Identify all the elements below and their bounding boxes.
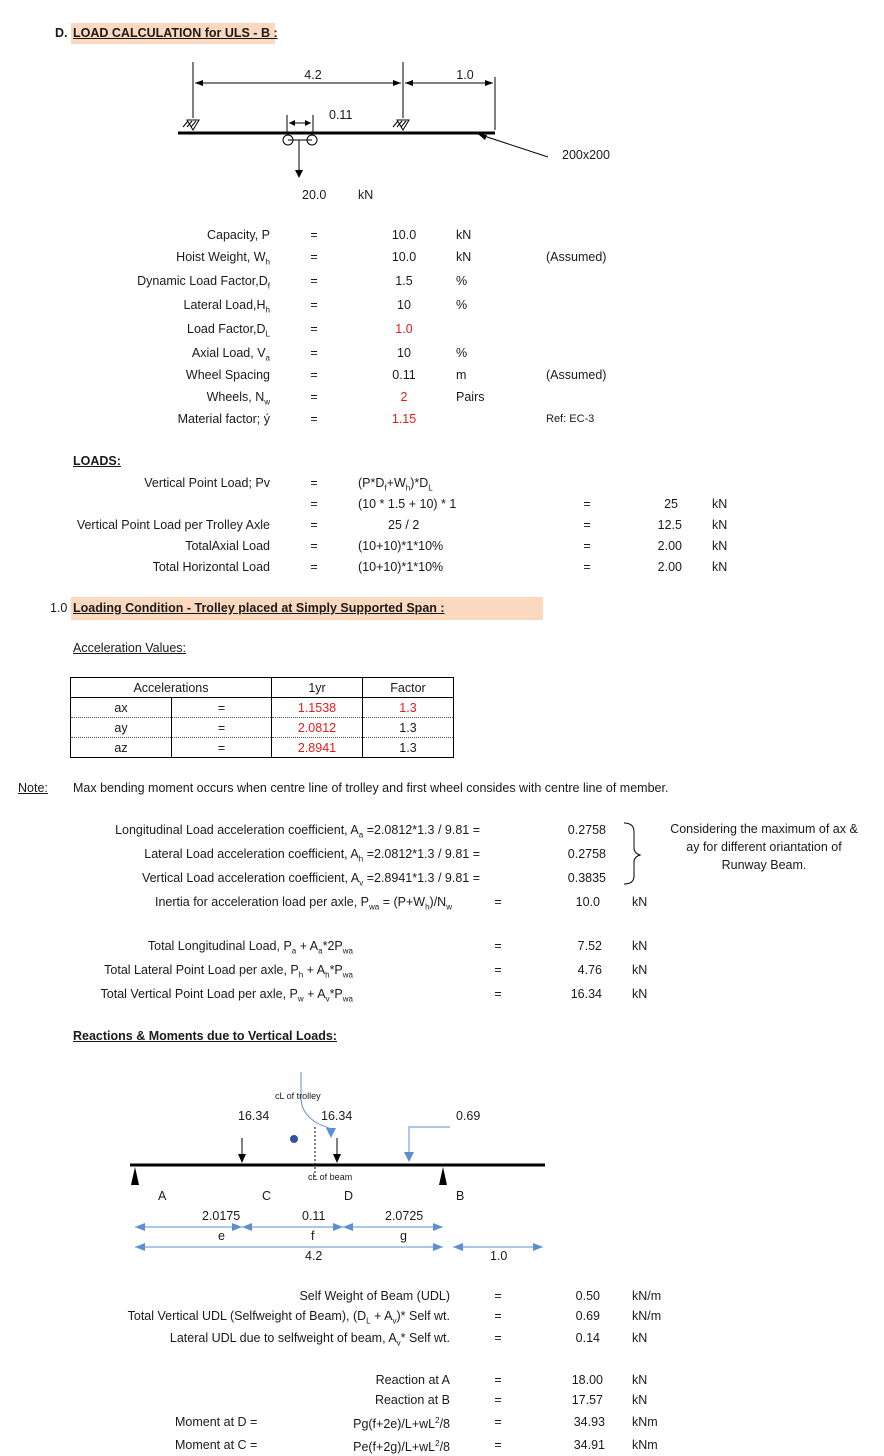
- e-label: e: [218, 1229, 225, 1243]
- point-a-label: A: [158, 1189, 167, 1203]
- total-label-part: a: [318, 946, 323, 956]
- accel-factor: 1.3: [363, 718, 454, 738]
- inertia-eq: =: [494, 895, 502, 909]
- param-unit: %: [456, 274, 468, 288]
- param-label-text: Wheel Spacing: [185, 368, 270, 382]
- udl-label: 0.69: [456, 1109, 481, 1123]
- reaction-a-label: Reaction at A: [375, 1373, 450, 1387]
- moment-c-unit: kNm: [632, 1438, 658, 1452]
- horiz-unit: kN: [712, 560, 728, 574]
- udl-lateral-end: * Self wt.: [400, 1331, 450, 1345]
- param-value: 1.5: [395, 274, 413, 288]
- param-value: 10.0: [391, 250, 417, 264]
- total-eq: =: [494, 987, 502, 1001]
- total-label-part: a: [291, 946, 297, 956]
- lat-coeff-value: 0.2758: [567, 847, 606, 861]
- f-label: f: [311, 1229, 315, 1243]
- inertia-text: Inertia for acceleration load per axle, P: [154, 895, 369, 909]
- axial-unit: kN: [712, 539, 728, 553]
- reaction-b-label: Reaction at B: [374, 1393, 450, 1407]
- udl-lateral-unit: kN: [632, 1331, 648, 1345]
- param-eq: =: [310, 412, 318, 426]
- moment-c-label: Moment at C =: [175, 1438, 258, 1452]
- param-unit: Pairs: [456, 390, 485, 404]
- param-unit: kN: [456, 228, 472, 242]
- udl-vertical-unit: kN/m: [632, 1309, 662, 1323]
- section-letter: D.: [55, 26, 68, 40]
- param-unit: %: [456, 298, 468, 312]
- overhang-dimension: 1.0: [456, 68, 474, 82]
- total-label-part: + A: [303, 963, 326, 977]
- accel-name: ax: [71, 698, 172, 718]
- axle-unit: kN: [712, 518, 728, 532]
- total-label-part: wa: [342, 970, 353, 980]
- lat-coeff-expr: =2.0812*1.3 / 9.81 =: [366, 847, 480, 861]
- param-unit: m: [456, 368, 467, 382]
- accel-heading: Acceleration Values:: [73, 641, 187, 655]
- condition-number: 1.0: [50, 601, 68, 615]
- g-label: g: [400, 1229, 407, 1243]
- param-label-text: Wheels, N: [206, 390, 265, 404]
- total-label-part: *P: [329, 963, 343, 977]
- param-label-sub: L: [265, 329, 270, 339]
- horiz-result: 2.00: [657, 560, 682, 574]
- udl-self-weight-eq: =: [494, 1289, 502, 1303]
- inertia-unit: kN: [632, 895, 648, 909]
- param-unit: kN: [456, 250, 472, 264]
- point-load-value: 20.0: [302, 188, 327, 202]
- param-value: 0.11: [392, 368, 416, 382]
- support-b-icon: [439, 1167, 447, 1185]
- total-label-part: Total Vertical Point Load per axle, P: [100, 987, 298, 1001]
- point-b-label: B: [456, 1189, 465, 1203]
- vert-coeff-sub: v: [359, 878, 364, 888]
- param-eq: =: [310, 228, 318, 242]
- overhang-label: 1.0: [490, 1249, 508, 1263]
- total-label-part: Total Longitudinal Load, P: [147, 939, 292, 953]
- param-eq: =: [310, 368, 318, 382]
- coeff-remark: Considering the maximum of ax & ay for different oriantation of Runway Beam.: [670, 822, 858, 872]
- param-label-sub: h: [265, 305, 270, 315]
- param-value: 2: [400, 390, 408, 404]
- total-eq: =: [494, 963, 502, 977]
- beam-centreline-label: cL of beam: [308, 1172, 353, 1182]
- horiz-eq: =: [310, 560, 318, 574]
- support-a-icon: [131, 1167, 139, 1185]
- udl-vertical-eq: =: [494, 1309, 502, 1323]
- param-note: Ref: EC-3: [546, 413, 595, 425]
- moment-d-unit: kNm: [632, 1415, 658, 1429]
- param-eq: =: [310, 274, 318, 288]
- param-label-text: Axial Load, V: [191, 346, 266, 360]
- vert-coeff-text: Vertical Load acceleration coefficient, A: [141, 871, 360, 885]
- accel-eq: =: [172, 738, 272, 758]
- accel-factor: 1.3: [363, 698, 454, 718]
- total-label-part: h: [325, 970, 330, 980]
- accel-name: az: [71, 738, 172, 758]
- point-load-1: 16.34: [238, 1109, 270, 1123]
- moment-d-formula-b: /8: [439, 1417, 450, 1432]
- total-label-part: Total Lateral Point Load per axle, P: [104, 963, 299, 977]
- accel-value: 1.1538: [272, 698, 363, 718]
- inertia-value: 10.0: [575, 895, 600, 909]
- pv-formula-sub-h: h: [405, 483, 411, 493]
- section-title-text: LOAD CALCULATION for ULS - B :: [73, 26, 278, 40]
- horiz-formula: (10+10)*1*10%: [358, 560, 444, 574]
- param-eq: =: [310, 390, 318, 404]
- pv-label: Vertical Point Load; Pv: [144, 476, 270, 490]
- vert-coeff-expr: =2.8941*1.3 / 9.81 =: [366, 871, 480, 885]
- udl-vertical-text: Total Vertical UDL (Selfweight of Beam), (D: [127, 1309, 367, 1323]
- note-label: Note:: [18, 781, 48, 795]
- axial-eq-2: =: [583, 539, 591, 553]
- total-unit: kN: [632, 963, 648, 977]
- param-eq: =: [310, 250, 318, 264]
- udl-lateral-value: 0.14: [575, 1331, 600, 1345]
- accel-header-name: Accelerations: [71, 678, 272, 698]
- vert-coeff-value: 0.3835: [567, 871, 606, 885]
- total-value: 4.76: [577, 963, 602, 977]
- udl-vertical-end: )* Self wt.: [396, 1309, 450, 1323]
- axial-label: TotalAxial Load: [185, 539, 270, 553]
- total-label-part: wa: [342, 994, 353, 1004]
- param-value: 1.0: [395, 322, 413, 336]
- param-unit: %: [456, 346, 468, 360]
- total-unit: kN: [632, 939, 648, 953]
- accel-eq: =: [172, 698, 272, 718]
- axle-formula: 25 / 2: [388, 518, 420, 532]
- axial-formula: (10+10)*1*10%: [358, 539, 444, 553]
- udl-vertical-value: 0.69: [575, 1309, 600, 1323]
- param-label-text: Material factor; ý: [177, 412, 270, 426]
- total-label-part: *2P: [322, 939, 343, 953]
- lat-coeff-sub: h: [358, 854, 364, 864]
- total-unit: kN: [632, 987, 648, 1001]
- pv-formula-sub-f: f: [384, 483, 387, 493]
- lat-coeff-text: Lateral Load acceleration coefficient, A: [144, 847, 359, 861]
- span-dimension: 4.2: [304, 68, 322, 82]
- moment-c-formula-a: Pe(f+2g)/L+wL: [353, 1440, 436, 1455]
- pv-result: 25: [664, 497, 678, 511]
- param-value: 10.0: [391, 228, 417, 242]
- param-note: (Assumed): [546, 250, 607, 264]
- reaction-a-value: 18.00: [571, 1373, 603, 1387]
- f-value: 0.11: [302, 1209, 326, 1223]
- point-c-label: C: [262, 1189, 272, 1203]
- section-size-label: 200x200: [562, 148, 610, 162]
- param-label-sub: h: [265, 257, 270, 267]
- reaction-a-eq: =: [494, 1373, 502, 1387]
- axial-eq: =: [310, 539, 318, 553]
- moment-d-formula-sup: 2: [435, 1416, 440, 1425]
- param-eq: =: [310, 346, 318, 360]
- horiz-eq-2: =: [583, 560, 591, 574]
- pv-formula-sub-l: L: [428, 483, 433, 493]
- param-label-text: Dynamic Load Factor,D: [137, 274, 268, 288]
- reactions-heading: Reactions & Moments due to Vertical Loads:: [73, 1029, 337, 1043]
- param-value: 10: [397, 346, 411, 360]
- accel-factor: 1.3: [399, 740, 417, 755]
- udl-lateral-sub: v: [396, 1338, 401, 1348]
- param-eq: =: [310, 298, 318, 312]
- point-load-unit: kN: [358, 188, 374, 202]
- reaction-b-eq: =: [494, 1393, 502, 1407]
- moment-d-formula: [300, 1413, 450, 1432]
- long-coeff-expr: =2.0812*1.3 / 9.81 =: [366, 823, 480, 837]
- param-note: (Assumed): [546, 368, 607, 382]
- moment-d-formula-a: Pg(f+2e)/L+wL: [353, 1417, 436, 1432]
- condition-title-text: Loading Condition - Trolley placed at Simply Supported Span :: [73, 601, 445, 615]
- trolley-centreline-label: cL of trolley: [275, 1091, 321, 1101]
- udl-self-weight-unit: kN/m: [632, 1289, 662, 1303]
- param-eq: =: [310, 322, 318, 336]
- reaction-b-value: 17.57: [571, 1393, 603, 1407]
- pv-eq-3: =: [583, 497, 591, 511]
- udl-vertical-mid: + A: [370, 1309, 393, 1323]
- total-label-part: h: [298, 970, 304, 980]
- accel-value: 2.8941: [272, 738, 363, 758]
- pv-unit: kN: [712, 497, 728, 511]
- pv-eq: =: [310, 476, 318, 490]
- axle-eq: =: [310, 518, 318, 532]
- loads-heading: LOADS:: [73, 454, 121, 468]
- total-label-part: wa: [342, 946, 353, 956]
- point-d-label: D: [344, 1189, 354, 1203]
- param-label-sub: w: [264, 397, 270, 407]
- reaction-b-unit: kN: [632, 1393, 648, 1407]
- pv-formula-a: (P*D: [358, 476, 385, 490]
- axle-label: Vertical Point Load per Trolley Axle: [76, 518, 270, 532]
- udl-vertical-sub2: v: [392, 1316, 397, 1326]
- udl-self-weight-value: 0.50: [575, 1289, 600, 1303]
- inertia-expr-b: )/N: [429, 895, 447, 909]
- total-eq: =: [494, 939, 502, 953]
- horiz-label: Total Horizontal Load: [152, 560, 270, 574]
- moment-c-formula: [300, 1436, 450, 1455]
- moment-c-formula-sup: 2: [435, 1439, 440, 1448]
- pv-formula-b: +W: [386, 476, 406, 490]
- note-text: Max bending moment occurs when centre line of trolley and first wheel consides with centre line of member.: [73, 781, 669, 795]
- accel-eq: =: [172, 718, 272, 738]
- param-label-text: Lateral Load,H: [183, 298, 266, 312]
- udl-vertical-label: [40, 1309, 450, 1329]
- total-label-part: + A: [303, 987, 326, 1001]
- total-label-part: *P: [329, 987, 343, 1001]
- moment-d-eq: =: [494, 1415, 502, 1429]
- param-label-text: Load Factor,D: [187, 322, 266, 336]
- pv-formula-c: )*D: [410, 476, 429, 490]
- total-value: 16.34: [570, 987, 602, 1001]
- total-label-part: + A: [296, 939, 319, 953]
- g-value: 2.0725: [385, 1209, 424, 1223]
- param-label-text: Capacity, P: [207, 228, 270, 242]
- udl-self-weight-label: Self Weight of Beam (UDL): [299, 1289, 450, 1303]
- long-coeff-value: 0.2758: [567, 823, 606, 837]
- accel-header-1yr: 1yr: [272, 678, 363, 698]
- moment-d-label: Moment at D =: [175, 1415, 258, 1429]
- accel-value: 2.0812: [272, 718, 363, 738]
- pv-substitution: (10 * 1.5 + 10) * 1: [358, 497, 457, 511]
- axle-eq-2: =: [583, 518, 591, 532]
- moment-c-value: 34.91: [573, 1438, 605, 1452]
- span-label: 4.2: [305, 1249, 323, 1263]
- inertia-expr-sub: h: [425, 902, 430, 912]
- param-label-sub: f: [267, 281, 270, 291]
- inertia-sub: wa: [369, 902, 380, 912]
- moment-d-value: 34.93: [573, 1415, 605, 1429]
- axial-result: 2.00: [657, 539, 682, 553]
- inertia-expr-a: = (P+W: [382, 895, 426, 909]
- reaction-a-unit: kN: [632, 1373, 648, 1387]
- accel-name: ay: [71, 718, 172, 738]
- param-label-text: Hoist Weight, W: [176, 250, 266, 264]
- pv-eq-2: =: [310, 497, 318, 511]
- param-value: 1.15: [391, 412, 417, 426]
- wheel-spacing-dimension: 0.11: [329, 108, 353, 122]
- total-value: 7.52: [577, 939, 602, 953]
- total-label-part: v: [325, 994, 330, 1004]
- udl-lateral-label: [40, 1331, 450, 1351]
- long-coeff-text: Longitudinal Load acceleration coefficient, A: [115, 823, 359, 837]
- param-value: 10: [397, 298, 411, 312]
- e-value: 2.0175: [202, 1209, 241, 1223]
- udl-vertical-sub: L: [366, 1316, 371, 1326]
- axle-result: 12.5: [657, 518, 682, 532]
- udl-lateral-eq: =: [494, 1331, 502, 1345]
- udl-lateral-text: Lateral UDL due to selfweight of beam, A: [169, 1331, 397, 1345]
- moment-c-eq: =: [494, 1438, 502, 1452]
- long-coeff-sub: a: [358, 830, 364, 840]
- param-label-sub: a: [265, 353, 270, 363]
- inertia-expr-sub2: w: [446, 902, 452, 912]
- total-label-part: w: [297, 994, 304, 1004]
- point-load-2: 16.34: [321, 1109, 353, 1123]
- moment-c-formula-b: /8: [439, 1440, 450, 1455]
- accel-header-factor: Factor: [363, 678, 454, 698]
